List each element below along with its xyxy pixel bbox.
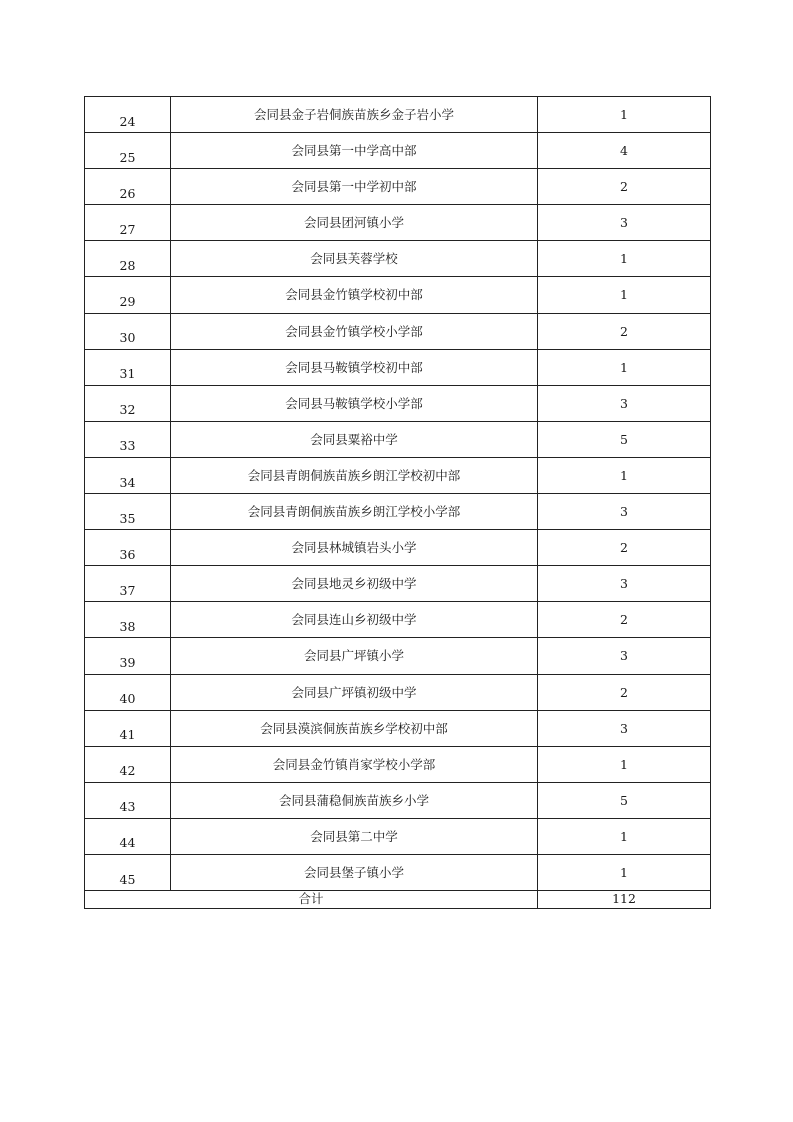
table-row (85, 746, 711, 782)
quota-count: 3 (538, 385, 711, 421)
school-name: 会同县团河镇小学 (171, 205, 538, 241)
row-number: 34 (85, 457, 171, 493)
total-value: 112 (538, 891, 711, 909)
table-row (85, 313, 711, 349)
table-row (85, 638, 711, 674)
table-row (85, 421, 711, 457)
quota-count: 4 (538, 133, 711, 169)
school-name: 会同县广坪镇初级中学 (171, 674, 538, 710)
table-row (85, 133, 711, 169)
quota-count: 1 (538, 818, 711, 854)
school-name: 会同县芙蓉学校 (171, 241, 538, 277)
row-number: 33 (85, 421, 171, 457)
row-number: 37 (85, 566, 171, 602)
row-number: 40 (85, 674, 171, 710)
table-row (85, 349, 711, 385)
table-row (85, 277, 711, 313)
quota-count: 5 (538, 782, 711, 818)
quota-count: 3 (538, 205, 711, 241)
school-name: 会同县马鞍镇学校小学部 (171, 385, 538, 421)
row-number: 41 (85, 710, 171, 746)
table-row (85, 854, 711, 890)
row-number: 28 (85, 241, 171, 277)
table-row (85, 385, 711, 421)
row-number: 42 (85, 746, 171, 782)
table-row (85, 602, 711, 638)
school-name: 会同县青朗侗族苗族乡朗江学校小学部 (171, 494, 538, 530)
row-number: 36 (85, 530, 171, 566)
school-name: 会同县漠滨侗族苗族乡学校初中部 (171, 710, 538, 746)
school-name: 会同县粟裕中学 (171, 421, 538, 457)
row-number: 27 (85, 205, 171, 241)
table-row (85, 205, 711, 241)
row-number: 29 (85, 277, 171, 313)
quota-count: 2 (538, 169, 711, 205)
school-name: 会同县第一中学初中部 (171, 169, 538, 205)
row-number: 38 (85, 602, 171, 638)
quota-count: 1 (538, 349, 711, 385)
row-number: 35 (85, 494, 171, 530)
table-row (85, 818, 711, 854)
total-label: 合计 (85, 891, 538, 909)
school-name: 会同县广坪镇小学 (171, 638, 538, 674)
quota-count: 1 (538, 746, 711, 782)
quota-count: 1 (538, 277, 711, 313)
table-row (85, 169, 711, 205)
school-name: 会同县马鞍镇学校初中部 (171, 349, 538, 385)
row-number: 43 (85, 782, 171, 818)
row-number: 24 (85, 97, 171, 133)
quota-count: 2 (538, 602, 711, 638)
table-row (85, 566, 711, 602)
row-number: 45 (85, 854, 171, 890)
table-row (85, 457, 711, 493)
table-row (85, 97, 711, 133)
quota-count: 1 (538, 241, 711, 277)
school-name: 会同县第一中学高中部 (171, 133, 538, 169)
quota-count: 2 (538, 530, 711, 566)
school-name: 会同县金竹镇学校初中部 (171, 277, 538, 313)
row-number: 26 (85, 169, 171, 205)
quota-count: 3 (538, 566, 711, 602)
quota-count: 1 (538, 97, 711, 133)
school-name: 会同县金竹镇学校小学部 (171, 313, 538, 349)
row-number: 39 (85, 638, 171, 674)
total-row (85, 891, 711, 909)
row-number: 31 (85, 349, 171, 385)
quota-count: 3 (538, 638, 711, 674)
row-number: 25 (85, 133, 171, 169)
table-row (85, 710, 711, 746)
table-row (85, 241, 711, 277)
table-row (85, 494, 711, 530)
school-name: 会同县蒲稳侗族苗族乡小学 (171, 782, 538, 818)
quota-count: 2 (538, 674, 711, 710)
table-row (85, 782, 711, 818)
quota-count: 3 (538, 494, 711, 530)
school-quota-table (84, 96, 711, 909)
row-number: 30 (85, 313, 171, 349)
table-row (85, 530, 711, 566)
school-name: 会同县金子岩侗族苗族乡金子岩小学 (171, 97, 538, 133)
school-name: 会同县地灵乡初级中学 (171, 566, 538, 602)
school-name: 会同县青朗侗族苗族乡朗江学校初中部 (171, 457, 538, 493)
school-name: 会同县金竹镇肖家学校小学部 (171, 746, 538, 782)
quota-count: 3 (538, 710, 711, 746)
row-number: 32 (85, 385, 171, 421)
quota-count: 2 (538, 313, 711, 349)
quota-count: 1 (538, 854, 711, 890)
quota-count: 5 (538, 421, 711, 457)
school-name: 会同县第二中学 (171, 818, 538, 854)
row-number: 44 (85, 818, 171, 854)
school-name: 会同县连山乡初级中学 (171, 602, 538, 638)
quota-count: 1 (538, 457, 711, 493)
school-name: 会同县堡子镇小学 (171, 854, 538, 890)
school-name: 会同县林城镇岩头小学 (171, 530, 538, 566)
table-row (85, 674, 711, 710)
